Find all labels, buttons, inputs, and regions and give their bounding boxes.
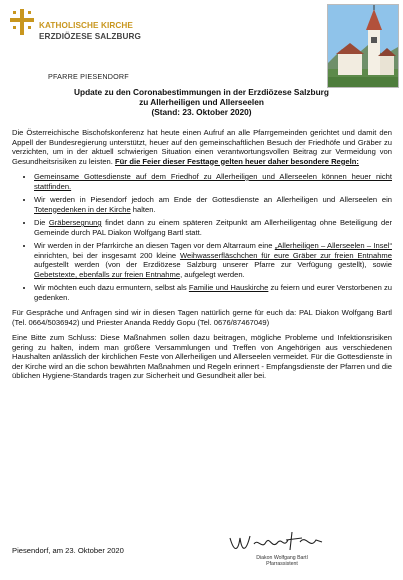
org-name-line1: KATHOLISCHE KIRCHE	[39, 21, 133, 30]
handwritten-signature	[226, 528, 326, 558]
list-item: • Wir werden in Piesendorf jedoch am Ende der Gottesdienste an Allerheiligen und Allerseelen ein Totengedenken in der Kirche halten.	[34, 195, 392, 214]
place-date: Piesendorf, am 23. Oktober 2020	[12, 546, 124, 555]
signer-role: Pfarrassistent	[266, 561, 298, 567]
rules-list	[12, 172, 392, 302]
list-item: • Die Gräbersegnung findet dann zu einem späteren Zeitpunkt am Allerheiligentag ohne Beteiligung der Gemeinde durch PAL Diakon Wolfgang Bartl statt.	[34, 218, 392, 237]
church-cross-logo-icon	[10, 9, 34, 35]
intro-emphasis: Für die Feier dieser Festtage gelten heuer daher besondere Regeln:	[115, 156, 359, 166]
signer-name: Diakon Wolfgang Bartl	[256, 555, 308, 561]
signer-block	[247, 555, 317, 567]
contact-paragraph: Für Gespräche und Anfragen sind wir in diesen Tagen natürlich gerne für euch da: PAL Diakon Wolfgang Bartl (Tel. 0664/5036942) und Priester Ananda Reddy Gopu (Tel. 0676/87467049)	[12, 308, 392, 327]
list-item: • Gemeinsame Gottesdienste auf dem Friedhof zu Allerheiligen und Allerseelen können heuer nicht stattfinden.	[34, 172, 392, 191]
org-name-line2: ERZDIÖZESE SALZBURG	[39, 32, 141, 41]
document-body	[12, 128, 392, 387]
parish-name: PFARRE PIESENDORF	[48, 72, 129, 81]
document-title-line2: zu Allerheiligen und Allerseelen	[139, 97, 264, 107]
closing-paragraph: Eine Bitte zum Schluss: Diese Maßnahmen sollen dazu beitragen, mögliche Probleme und Infektionsrisiken gering zu halten, indem man größere Versammlungen und Treffen von Angehörigen aus verschiedenen Haushalten anlässlich der kirchlichen Feste von Allerheiligen und Allerseelen vermeidet. Für die Gottesdienste in der Kirche wird an die schon bewährten Maßnahmen und Regeln erinnert - Empfangsdienste der Pfarren und die üblichen Hygiene-Standards tragen zur Sicherheit und Gesundheit aller bei.	[12, 333, 392, 380]
church-photo	[327, 4, 399, 88]
document-title: Update zu den Coronabestimmungen in der Erzdiözese Salzburg	[74, 87, 329, 97]
document-date-stand: (Stand: 23. Oktober 2020)	[151, 107, 252, 117]
letterhead	[0, 0, 403, 86]
list-item: • Wir möchten euch dazu ermuntern, selbst als Familie und Hauskirche zu feiern und eurer Verstorbenen zu gedenken.	[34, 283, 392, 302]
intro-paragraph: Die Österreichische Bischofskonferenz hat heute einen Aufruf an alle Pfarrgemeinden gerichtet und damit den Appell der Bundesregierung unterstützt, heuer auf den gemeinschaftlichen Besuch der Friedhöfe und Gräber zu verzichten, um in der aktuell schwierigen Situation einen verantwortungsvollen Beitrag zur Vermeidung von Gesundheitsrisiken zu leisten. Für die Feier dieser Festtage gelten heuer daher besondere Regeln:	[12, 128, 392, 166]
list-item: • Wir werden in der Pfarrkirche an diesen Tagen vor dem Altarraum eine „Allerheiligen – Allerseelen – Insel“ einrichten, bei der insgesamt 200 kleine Weihwasserfläschchen für eure Gräber zur freien Entnahme aufgestellt werden (von der Erzdiözese Salzburg unserer Pfarre zur Verfügung gestellt), sowie Gebetstexte, ebenfalls zur freien Entnahme, aufgelegt werden.	[34, 241, 392, 279]
